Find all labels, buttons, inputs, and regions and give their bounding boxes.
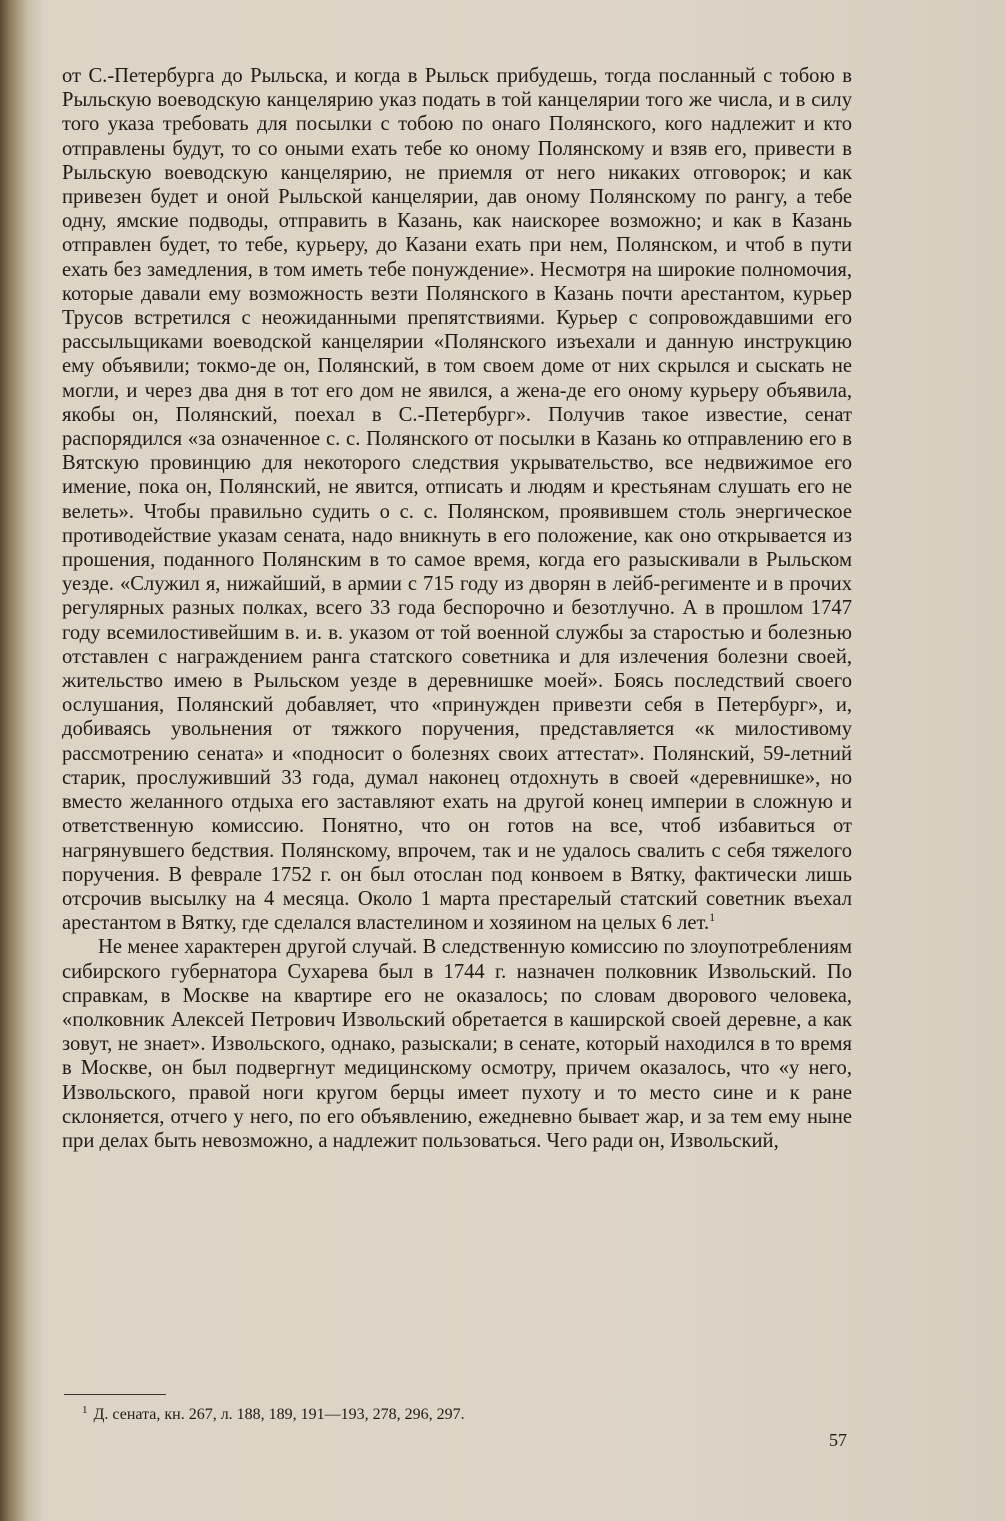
- main-text: [62, 64, 852, 1153]
- footnote: [82, 1404, 842, 1426]
- paragraph-2-text: Не менее характерен другой случай. В следственную комиссию по злоупотреблениям сибирского губернатора Сухарева был в 1744 г. назначен полковник Извольский. По справкам, в Москве на квартире его не оказалось; по словам дворового человека, «полковник Алексей Петрович Извольский обретается в каширской своей деревне, а как зовут, не знает». Извольского, однако, разыскали; в сенате, который находился в то время в Москве, он был подвергнут медицинскому осмотру, причем оказалось, что «у него, Извольского, правой ноги кругом берцы имеет пухоту и то место сине и к ране склоняется, отчего у него, по его объявлению, ежедневно бывает жар, и за тем ему ныне при делах быть невозможно, а надлежит пользоваться. Чего ради он, Извольский,: [62, 936, 852, 1152]
- footnote-mark: 1: [82, 1403, 88, 1416]
- paragraph-1-text: от С.-Петербурга до Рыльска, и когда в Рыльск прибудешь, тогда посланный с тобою в Рыльскую воеводскую канцелярию указ подать в той канцелярии того же числа, и в силу того указа требовать для посылки с тобою по онаго Полянского, кого надлежит и кто отправлены будут, то со оными ехать тебе ко оному Полянскому и взяв его, привести в Рыльскую воеводскую канцелярию, не приемля от него никаких отговорок; и как привезен будет и оной Рыльской канцелярии, дав оному Полянскому по рангу, а тебе одну, ямские подводы, отправить в Казань, как наискорее возможно; и как в Казань отправлен будет, то тебе, курьеру, до Казани ехать при нем, Полянском, и чтоб в пути ехать без замедления, в том иметь тебе понуждение». Несмотря на широкие полномочия, которые давали ему возможность везти Полянского в Казань почти арестантом, курьер Трусов встретился с неожиданными препятствиями. Курьер с сопровождавшими его рассыльщиками воеводской канцелярии «Полянского изъехали и данную инструкцию ему объявили; токмо-де он, Полянский, в том своем доме от них скрылся и сыскать не могли, и через два дня в тот его дом не явился, а жена-де его оному курьеру объявила, якобы он, Полянский, поехал в С.-Петербург». Получив такое известие, сенат распорядился «за означенное с. с. Полянского от посылки в Казань ко отправлению его в Вятскую провинцию для некоторого следствия укрывательство, все недвижимое его имение, пока он, Полянский, не явится, отписать и людям и крестьянам слушать его не велеть». Чтобы правильно судить о с. с. Полянском, проявившем столь энергическое противодействие указам сената, надо вникнуть в его положение, как оно открывается из прошения, поданного Полянским в то самое время, когда его разыскивали в Рыльском уезде. «Служил я, нижайший, в армии с 715 году из дворян в лейб-регименте и в прочих регулярных разных полках, всего 33 года беспорочно и безотлучно. А в прошлом 1747 году всемилостивейшим в. и. в. указом от той военной службы за старостью и болезнью отставлен с награждением ранга статского советника и для излечения болезни своей, жительство имею в Рыльском уезде в деревнишке моей». Боясь последствий своего ослушания, Полянский добавляет, что «принужден привезти себя в Петербург», и, добиваясь увольнения от тяжкого поручения, представляется «к милостивому рассмотрению сената» и «подносит о болезнях своих аттестат». Полянский, 59-летний старик, прослуживший 33 года, думал наконец отдохнуть в своей «деревнишке», но вместо желанного отдыха его заставляют ехать на другой конец империи в сложную и ответственную комиссию. Понятно, что он готов на все, чтоб избавиться от нагрянувшего бедствия. Полянскому, впрочем, так и не удалось свалить с себя тяжелого поручения. В феврале 1752 г. он был отослан под конвоем в Вятку, фактически лишь отсрочив высылку на 4 месяца. Около 1 марта престарелый статский советник въехал арестантом в Вятку, где сделался властелином и хозяином на целых 6 лет.: [62, 65, 852, 935]
- paragraph-2: [62, 935, 852, 1153]
- paragraph-1: [62, 64, 852, 935]
- footnote-text: Д. сената, кн. 267, л. 188, 189, 191—193, 278, 296, 297.: [93, 1406, 465, 1423]
- footnote-divider: [64, 1394, 166, 1395]
- page-number: 57: [829, 1430, 847, 1450]
- footnote-reference: 1: [709, 910, 716, 925]
